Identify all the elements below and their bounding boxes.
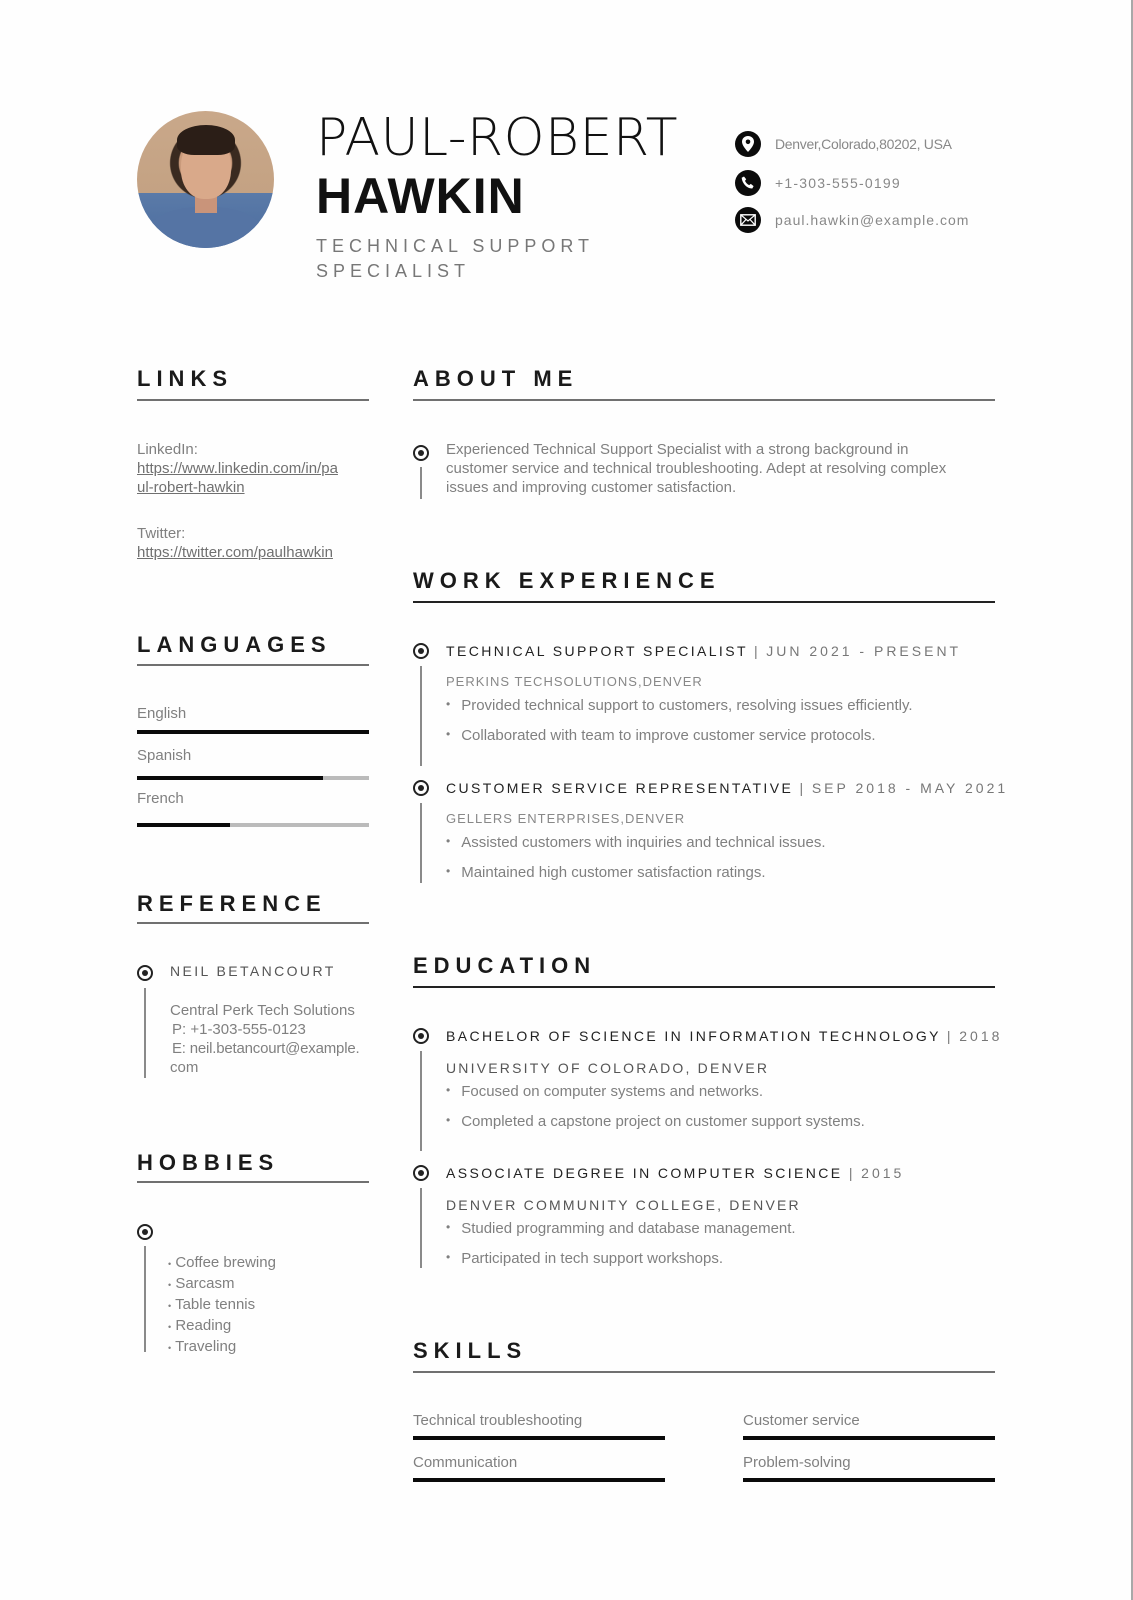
edu-1-header: BACHELOR OF SCIENCE IN INFORMATION TECHNOLOGY | 2018 xyxy=(446,1028,1003,1044)
timeline-line xyxy=(420,803,422,883)
skill-label: Customer service xyxy=(743,1412,860,1429)
phone-text[interactable]: +1-303-555-0199 xyxy=(775,175,901,191)
about-rule xyxy=(413,399,995,401)
job-2-dates: SEP 2018 - MAY 2021 xyxy=(811,780,1009,796)
job-2-title: CUSTOMER SERVICE REPRESENTATIVE xyxy=(446,780,794,796)
edu-1-bullet: • Focused on computer systems and networks. xyxy=(446,1083,764,1100)
edu-2-degree: ASSOCIATE DEGREE IN COMPUTER SCIENCE xyxy=(446,1165,843,1181)
timeline-line xyxy=(420,467,422,499)
edu-2-school: DENVER COMMUNITY COLLEGE, DENVER xyxy=(446,1197,801,1213)
edu-2-bullet: • Studied programming and database management. xyxy=(446,1220,796,1237)
linkedin-label: LinkedIn: xyxy=(137,441,198,458)
links-rule xyxy=(137,399,369,401)
skill-bar xyxy=(413,1436,665,1440)
skill-bar xyxy=(743,1478,995,1482)
timeline-dot-icon xyxy=(413,643,429,659)
language-spanish-bar xyxy=(137,776,369,780)
timeline-dot-icon xyxy=(413,1165,429,1181)
skill-bar xyxy=(413,1478,665,1482)
location-pin-icon xyxy=(735,131,761,157)
job-2-company: GELLERS ENTERPRISES,DENVER xyxy=(446,811,686,826)
first-name: PAUL-ROBERT xyxy=(316,108,679,168)
contact-phone xyxy=(735,170,901,196)
job-title: TECHNICAL SUPPORT SPECIALIST xyxy=(316,236,594,281)
timeline-dot-icon xyxy=(413,1028,429,1044)
links-heading: LINKS xyxy=(137,366,233,391)
language-french-label: French xyxy=(137,790,184,807)
timeline-line xyxy=(420,666,422,766)
reference-email-line1: E: neil.betancourt@example. xyxy=(172,1040,360,1057)
skill-label: Technical troubleshooting xyxy=(413,1412,583,1429)
hobby-item: • Table tennis xyxy=(168,1296,256,1313)
linkedin-block xyxy=(137,440,369,497)
job-1-dates: JUN 2021 - PRESENT xyxy=(766,643,962,659)
hobby-item: • Coffee brewing xyxy=(168,1254,276,1271)
timeline-line xyxy=(420,1188,422,1268)
linkedin-url-line2[interactable]: ul-robert-hawkin xyxy=(137,479,245,496)
envelope-icon xyxy=(735,207,761,233)
linkedin-url-line1[interactable]: https://www.linkedin.com/in/pa xyxy=(137,460,338,477)
language-spanish-label: Spanish xyxy=(137,747,192,764)
twitter-block xyxy=(137,524,369,562)
job-1-bullet: • Collaborated with team to improve customer service protocols. xyxy=(446,727,876,744)
edu-1-bullet: • Completed a capstone project on customer support systems. xyxy=(446,1113,865,1130)
skill-bar xyxy=(743,1436,995,1440)
hobby-item: • Sarcasm xyxy=(168,1275,235,1292)
hobbies-rule xyxy=(137,1181,369,1183)
work-rule xyxy=(413,601,995,603)
timeline-dot-icon xyxy=(413,445,429,461)
edu-2-header: ASSOCIATE DEGREE IN COMPUTER SCIENCE | 2015 xyxy=(446,1165,905,1181)
twitter-label: Twitter: xyxy=(137,525,186,542)
education-heading: EDUCATION xyxy=(413,953,597,978)
education-rule xyxy=(413,986,995,988)
skill-label: Problem-solving xyxy=(743,1454,851,1471)
about-text: Experienced Technical Support Specialist with a strong background in customer service and technical troubleshooting. Adept at resolving complex issues and improving customer satisfaction. xyxy=(446,441,947,496)
profile-photo xyxy=(137,111,274,248)
skills-rule xyxy=(413,1371,995,1373)
job-2-bullet: • Maintained high customer satisfaction ratings. xyxy=(446,864,766,881)
reference-email-line2: com xyxy=(170,1059,199,1076)
hobbies-list xyxy=(168,1253,276,1358)
reference-heading: REFERENCE xyxy=(137,891,327,916)
twitter-url[interactable]: https://twitter.com/paulhawkin xyxy=(137,544,333,561)
timeline-dot-icon xyxy=(137,1224,153,1240)
job-1-bullet: • Provided technical support to customers, resolving issues efficiently. xyxy=(446,697,913,714)
timeline-dot-icon xyxy=(413,780,429,796)
timeline-line xyxy=(420,1051,422,1151)
job-1-title: TECHNICAL SUPPORT SPECIALIST xyxy=(446,643,748,659)
edu-2-year: 2015 xyxy=(861,1165,905,1181)
contact-address xyxy=(735,131,952,157)
email-text[interactable]: paul.hawkin@example.com xyxy=(775,212,970,228)
hobbies-heading: HOBBIES xyxy=(137,1150,280,1175)
contact-email xyxy=(735,207,969,233)
edu-2-bullet: • Participated in tech support workshops. xyxy=(446,1250,724,1267)
edu-1-year: 2018 xyxy=(959,1028,1003,1044)
about-heading: ABOUT ME xyxy=(413,366,579,391)
language-english-label: English xyxy=(137,705,187,722)
job-1-company: PERKINS TECHSOLUTIONS,DENVER xyxy=(446,674,703,689)
timeline-line xyxy=(144,1246,146,1352)
reference-company: Central Perk Tech Solutions xyxy=(170,1002,355,1019)
language-french-bar xyxy=(137,823,369,827)
job-1-header: TECHNICAL SUPPORT SPECIALIST | JUN 2021 - PRESENT xyxy=(446,643,962,659)
languages-heading: LANGUAGES xyxy=(137,632,332,657)
skills-heading: SKILLS xyxy=(413,1338,528,1363)
work-heading: WORK EXPERIENCE xyxy=(413,568,721,593)
timeline-dot-icon xyxy=(137,965,153,981)
phone-icon xyxy=(735,170,761,196)
hobby-item: • Reading xyxy=(168,1317,232,1334)
timeline-line xyxy=(144,988,146,1078)
reference-rule xyxy=(137,922,369,924)
job-2-bullet: • Assisted customers with inquiries and technical issues. xyxy=(446,834,826,851)
languages-rule xyxy=(137,664,369,666)
reference-name: NEIL BETANCOURT xyxy=(170,963,336,979)
job-2-header: CUSTOMER SERVICE REPRESENTATIVE | SEP 2018 - MAY 2021 xyxy=(446,780,1009,796)
hobby-item: • Traveling xyxy=(168,1338,237,1355)
language-english-bar xyxy=(137,730,369,734)
edu-1-school: UNIVERSITY OF COLORADO, DENVER xyxy=(446,1060,770,1076)
last-name: HAWKIN xyxy=(316,168,525,224)
reference-phone: P: +1-303-555-0123 xyxy=(172,1021,306,1038)
skill-label: Communication xyxy=(413,1454,518,1471)
address-text: Denver,Colorado,80202, USA xyxy=(775,136,952,152)
reference-details xyxy=(170,1001,370,1077)
edu-1-degree: BACHELOR OF SCIENCE IN INFORMATION TECHNOLOGY xyxy=(446,1028,941,1044)
